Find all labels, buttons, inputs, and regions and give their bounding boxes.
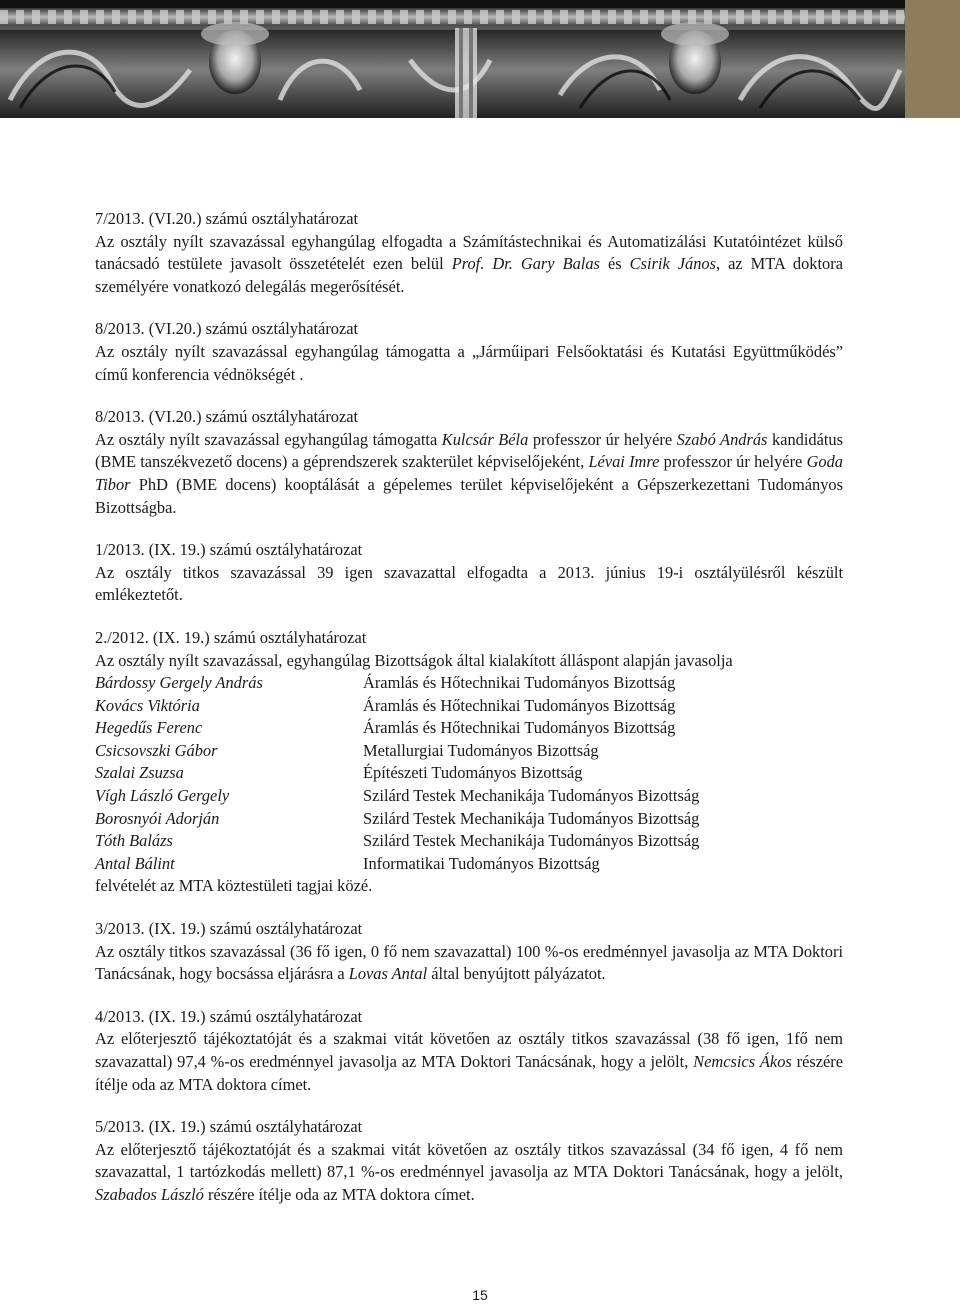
list-item: [95, 785, 843, 808]
text-run: , az MTA doktora személyére vonatkozó delegálás megerősítését.: [95, 254, 843, 296]
resolution-3-2013: [95, 918, 843, 986]
member-name: Szalai Zsuzsa: [95, 763, 184, 783]
member-committee: Áramlás és Hőtechnikai Tudományos Bizottság: [363, 718, 676, 738]
member-name: Bárdossy Gergely András: [95, 673, 263, 693]
member-committee: Informatikai Tudományos Bizottság: [363, 853, 600, 873]
list-item: [95, 695, 843, 718]
text-run: Az osztály titkos szavazással (36 fő igen, 0 fő nem szavazattal) 100 %-os eredménnyel javasolja az MTA Doktori Tanácsának, hogy bocsássa eljárásra a: [95, 941, 843, 984]
header-banner: [0, 0, 960, 118]
text-run: kandidátus (BME tanszékvezető docens) a géprendszerek szakterület képviselőjeként,: [95, 429, 843, 472]
person-name: Csirik János: [629, 254, 716, 274]
text-run: Az előterjesztő tájékoztatóját és a szakmai vitát követően az osztály titkos szavazással (38 fő igen, 1fő nem szavazattal) 97,4 %-os eredménnyel javasolja az MTA Doktori Tanácsának, hogy a jelölt,: [95, 1029, 843, 1071]
person-name: Goda Tibor: [95, 452, 843, 494]
person-name: Prof. Dr. Gary Balas: [451, 254, 600, 274]
resolution-heading: 8/2013. (VI.20.) számú osztályhatározat: [95, 319, 359, 339]
member-name: Hegedűs Ferenc: [95, 718, 203, 738]
person-name: Lévai Imre: [588, 452, 660, 472]
text-run: által benyújtott pályázatot.: [427, 964, 606, 984]
resolution-heading: 4/2013. (IX. 19.) számú osztályhatározat: [95, 1006, 363, 1026]
text-run: Az osztály nyílt szavazással egyhangúlag elfogadta a Számítástechnikai és Automatizálási Kutatóintézet külső tanácsadó testülete javasolt összetételét ezen belül: [95, 231, 843, 274]
resolution-heading: 5/2013. (IX. 19.) számú osztályhatározat: [95, 1117, 363, 1137]
resolution-text-end: felvételét az MTA köztestületi tagjai közé.: [95, 876, 373, 896]
person-name: Szabó András: [676, 429, 768, 449]
resolution-text: Az osztály titkos szavazással 39 igen szavazattal elfogadta a 2013. június 19-i osztályülésről készült emlékeztetőt.: [95, 562, 843, 605]
list-item: [95, 717, 843, 740]
resolution-text: Az osztály nyílt szavazással egyhangúlag támogatta a „Járműipari Felsőoktatási és Kutatási Együttműködés” című konferencia védnökségét .: [95, 341, 843, 384]
resolution-4-2013: [95, 1006, 843, 1096]
text-run: Az osztály nyílt szavazással egyhangúlag támogatta: [95, 429, 442, 449]
text-run: PhD (BME docens) kooptálását a gépelemes terület képviselőjeként a Gépszerkezettani Tudományos Bizottságba.: [95, 474, 843, 517]
member-committee: Építészeti Tudományos Bizottság: [363, 763, 583, 783]
list-item: [95, 672, 843, 695]
person-name: Lovas Antal: [348, 964, 428, 984]
resolution-text: [95, 1139, 843, 1207]
page-number: 15: [472, 1287, 488, 1303]
document-body: [95, 208, 843, 1227]
text-run: részére ítélje oda az MTA doktora címet.: [203, 1184, 475, 1204]
text-run: professzor úr helyére: [659, 452, 807, 472]
member-name: Csicsovszki Gábor: [95, 740, 218, 760]
member-committee: Szilárd Testek Mechanikája Tudományos Bizottság: [363, 786, 700, 806]
list-item: [95, 830, 843, 853]
text-run: részére ítélje oda az MTA doktora címet.: [95, 1052, 844, 1094]
resolution-text: Az osztály nyílt szavazással, egyhangúlag Bizottságok által kialakított álláspont alapján javasolja: [95, 650, 733, 670]
resolution-7-2013: [95, 208, 843, 298]
list-item: [95, 853, 843, 876]
resolution-heading: 3/2013. (IX. 19.) számú osztályhatározat: [95, 919, 363, 939]
member-committee: Szilárd Testek Mechanikája Tudományos Bizottság: [363, 831, 700, 851]
resolution-5-2013: [95, 1116, 843, 1206]
resolution-text: [95, 941, 843, 986]
resolution-text: [95, 429, 843, 519]
ornamental-frieze-image: [0, 0, 905, 118]
resolution-heading: 2./2012. (IX. 19.) számú osztályhatározat: [95, 627, 367, 647]
member-committee: Áramlás és Hőtechnikai Tudományos Bizottság: [363, 673, 676, 693]
member-name: Vígh László Gergely: [95, 786, 230, 806]
resolution-text: [95, 1028, 843, 1096]
resolution-8-2013-a: [95, 318, 843, 386]
resolution-2-2012: [95, 627, 843, 898]
member-name: Antal Bálint: [95, 853, 175, 873]
resolution-1-2013: [95, 539, 843, 607]
list-item: [95, 762, 843, 785]
list-item: [95, 808, 843, 831]
resolution-8-2013-b: [95, 406, 843, 519]
banner-gold-strip: [905, 0, 960, 118]
list-item: [95, 740, 843, 763]
resolution-heading: 8/2013. (VI.20.) számú osztályhatározat: [95, 407, 359, 427]
member-committee: Áramlás és Hőtechnikai Tudományos Bizottság: [363, 695, 676, 715]
person-name: Nemcsics Ákos: [693, 1052, 792, 1071]
member-list: [95, 672, 843, 875]
member-name: Borosnyói Adorján: [95, 808, 220, 828]
member-committee: Szilárd Testek Mechanikája Tudományos Bizottság: [363, 808, 700, 828]
member-name: Tóth Balázs: [95, 831, 173, 851]
member-committee: Metallurgiai Tudományos Bizottság: [363, 740, 599, 760]
resolution-text: [95, 231, 843, 299]
person-name: Kulcsár Béla: [441, 429, 529, 449]
banner-side-panel: [905, 0, 960, 118]
resolution-heading: 7/2013. (VI.20.) számú osztályhatározat: [95, 209, 359, 228]
text-run: Az előterjesztő tájékoztatóját és a szakmai vitát követően az osztály titkos szavazással (34 fő igen, 4 fő nem szavazattal, 1 tartózkodás mellett) 87,1 %-os eredménnyel javasolja az MTA Doktori Tanácsának, hogy a jelölt,: [95, 1139, 843, 1182]
member-name: Kovács Viktória: [95, 695, 200, 715]
text-run: és: [599, 254, 630, 274]
text-run: professzor úr helyére: [528, 429, 677, 449]
person-name: Szabados László: [95, 1184, 204, 1204]
resolution-heading: 1/2013. (IX. 19.) számú osztályhatározat: [95, 540, 363, 560]
